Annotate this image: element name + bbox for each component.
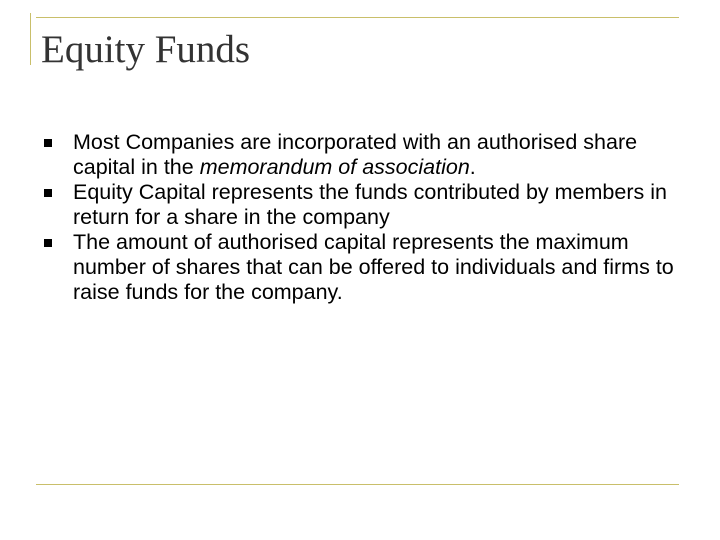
italic-term: memorandum of association	[199, 155, 470, 179]
slide-title: Equity Funds	[41, 28, 251, 71]
square-bullet-icon	[44, 139, 52, 147]
bullet-item	[43, 130, 683, 180]
top-rule	[36, 17, 679, 18]
bullet-item	[43, 180, 683, 230]
bullet-text: Equity Capital represents the funds contributed by members in return for a share in the company	[73, 180, 667, 229]
bullet-text: The amount of authorised capital represents the maximum number of shares that can be offered to individuals and firms to raise funds for the company.	[73, 230, 674, 304]
bullet-list	[43, 130, 683, 305]
bottom-rule	[36, 484, 679, 485]
bullet-text: Most Companies are incorporated with an authorised share capital in the memorandum of association.	[73, 130, 638, 179]
square-bullet-icon	[44, 189, 52, 197]
square-bullet-icon	[44, 239, 52, 247]
bullet-item	[43, 230, 683, 305]
title-side-rule	[30, 13, 31, 65]
